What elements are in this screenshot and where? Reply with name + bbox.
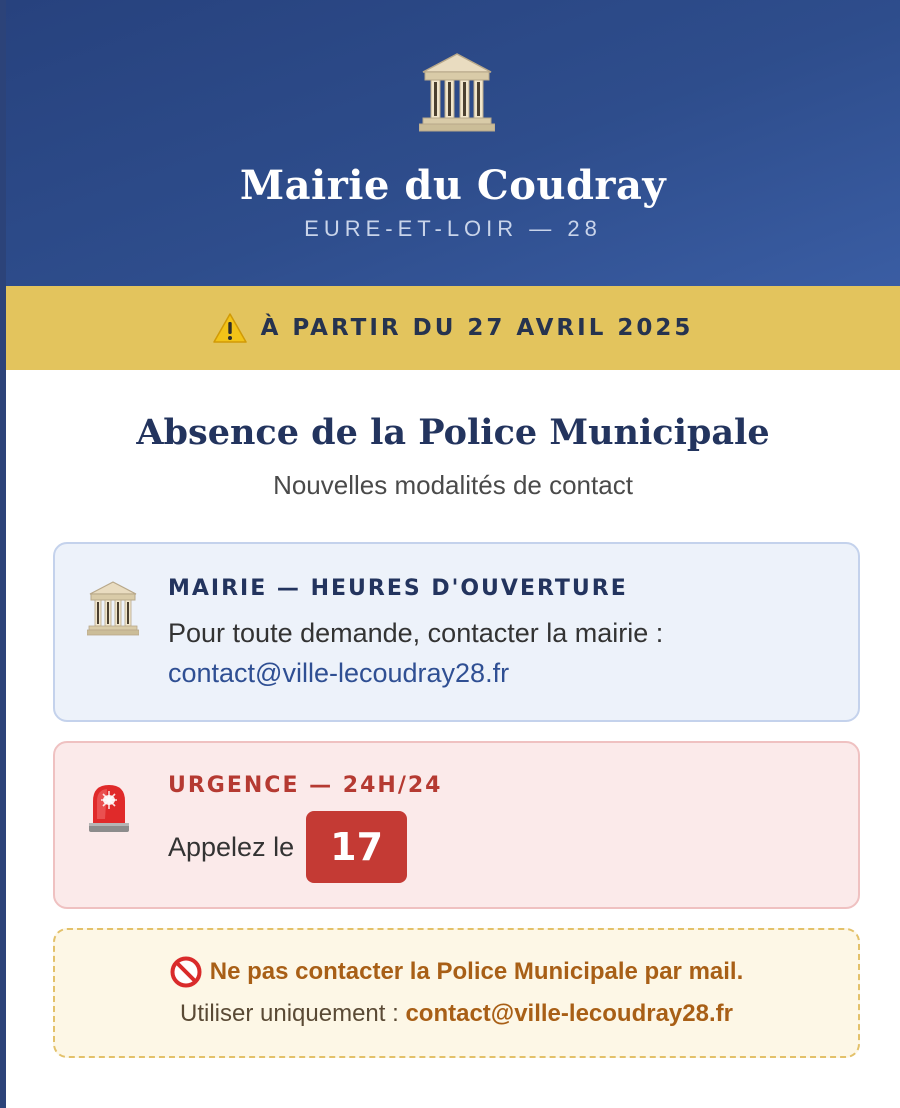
warning-card	[53, 928, 860, 1058]
warning-email-link[interactable]: contact@ville-lecoudray28.fr	[405, 1000, 733, 1027]
page-title: Absence de la Police Municipale	[136, 412, 770, 453]
mairie-instruction: Pour toute demande, contacter la mairie :	[168, 618, 664, 648]
mairie-email-line	[168, 658, 509, 689]
no-entry-icon	[170, 956, 202, 988]
classical-building-icon	[419, 52, 495, 132]
date-banner	[6, 286, 900, 370]
warning-headline-row	[55, 956, 858, 988]
mairie-email-link[interactable]: contact@ville-lecoudray28.fr	[168, 658, 510, 688]
warning-icon	[213, 313, 247, 343]
emergency-number-badge[interactable]: 17	[306, 811, 407, 883]
header	[6, 0, 900, 286]
urgence-call-row	[168, 811, 407, 883]
warning-use-line	[55, 1000, 858, 1028]
classical-building-icon	[87, 580, 139, 636]
department-subtitle: EURE-ET-LOIR — 28	[304, 216, 602, 241]
warning-headline: Ne pas contacter la Police Municipale par mail.	[209, 958, 744, 985]
police-light-icon	[87, 779, 131, 835]
mairie-label: MAIRIE — HEURES D'OUVERTURE	[168, 576, 628, 601]
urgence-call-text: Appelez le	[168, 831, 295, 862]
page-subtitle: Nouvelles modalités de contact	[273, 470, 633, 500]
date-banner-text: À PARTIR DU 27 AVRIL 2025	[260, 315, 694, 341]
urgence-card	[53, 741, 860, 909]
town-title: Mairie du Coudray	[239, 162, 667, 209]
mairie-card	[53, 542, 860, 722]
urgence-label: URGENCE — 24H/24	[168, 773, 443, 798]
warning-use-text: Utiliser uniquement :	[180, 1000, 399, 1027]
